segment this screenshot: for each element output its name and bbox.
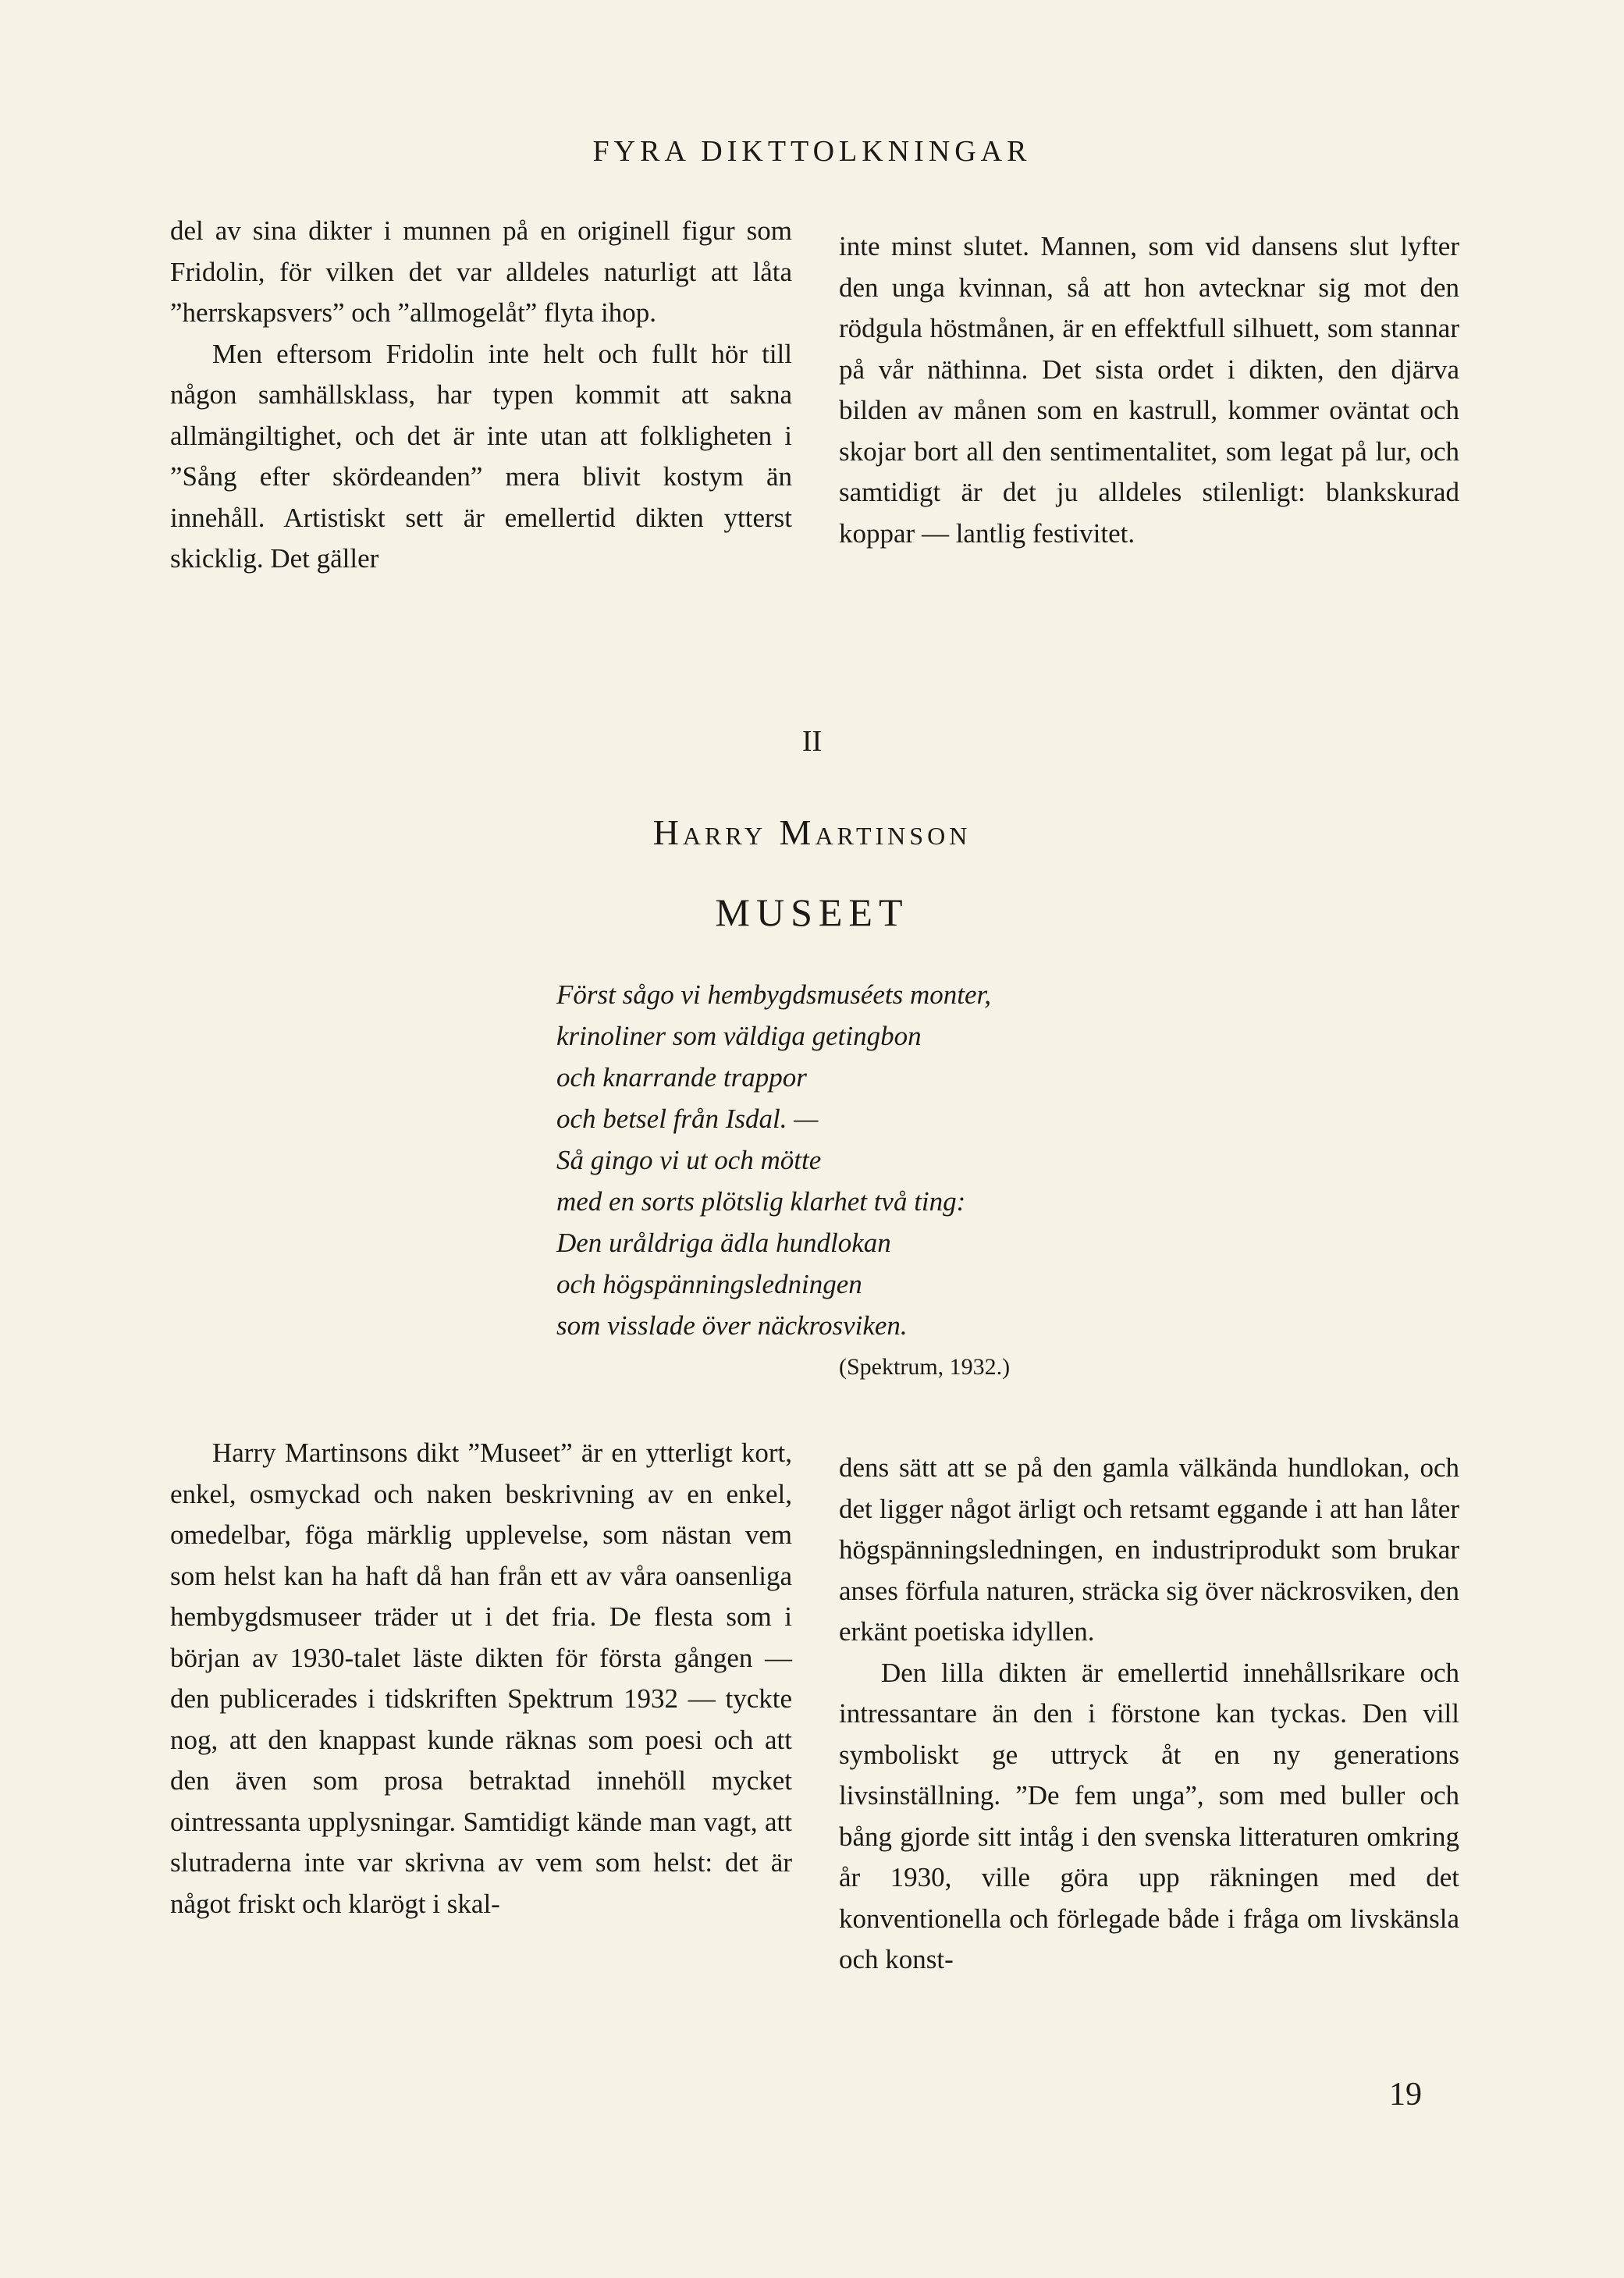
section-numeral: II [801, 725, 823, 758]
paragraph: inte minst slutet. Mannen, som vid dansens slut lyfter den unga kvinnan, så att hon avtecknar sig mot den rödgula höstmånen, är en effektfull silhuett, som stannar på vår näthinna. Det sista ordet i dikten, den djärva bilden av månen som en kastrull, kommer oväntat och skojar bort all den sentimentalitet, som legat på lur, och samtidigt är det ju alldeles stilenligt: blankskurad koppar — lantlig festivitet. [839, 231, 1459, 549]
poem-line: som visslade över näckrosviken. [556, 1310, 908, 1341]
bottom-right-column [839, 1448, 1459, 1981]
poem-author: Harry Martinson [652, 812, 972, 852]
page-number: 19 [1389, 2077, 1422, 2113]
poem-line: krinoliner som väldiga getingbon [556, 1021, 922, 1051]
paragraph: Harry Martinsons dikt ”Museet” är en ytterligt kort, enkel, osmyckad och naken beskrivning av en enkel, omedelbar, föga märklig upplevelse, som nästan vem som helst kan ha haft då han från ett av våra oansenliga hembygdsmuseer träder ut i det fria. De flesta som i början av 1930-talet läste dikten för första gången — den publicerades i tidskriften Spektrum 1932 — tyckte nog, att den knappast kunde räknas som poesi och att den även som prosa betraktad innehöll mycket ointressanta upplysningar. Samtidigt kände man vagt, att slutraderna inte var skrivna av vem som helst: det är något friskt och klarögt i skal- [170, 1438, 792, 1919]
paragraph: del av sina dikter i munnen på en originell figur som Fridolin, för vilken det var alldeles naturligt att låta ”herrskapsvers” och ”allmogelåt” flyta ihop. [170, 215, 792, 328]
poem-line: Först sågo vi hembygdsmuséets monter, [556, 979, 992, 1010]
poem-line: Den uråldriga ädla hundlokan [556, 1228, 891, 1258]
poem-line: Så gingo vi ut och mötte [556, 1145, 822, 1175]
paragraph: Den lilla dikten är emellertid innehållsrikare och intressantare än den i förstone kan tyckas. Den vill symboliskt ge uttryck åt en ny generations livsinställning. ”De fem unga”, som med buller och bång gjorde sitt intåg i den svenska litteraturen omkring år 1930, ville göra upp räkningen med det konventionella och förlegade både i fråga om livskänsla och konst- [839, 1657, 1459, 1974]
poem-source: (Spektrum, 1932.) [839, 1354, 1011, 1380]
paragraph: Men eftersom Fridolin inte helt och fullt hör till någon samhällsklass, har typen kommit att sakna allmängiltighet, och det är inte utan att folkligheten i ”Sång efter skördeanden” mera blivit kostym än innehåll. Artistiskt sett är emellertid dikten ytterst skicklig. Det gäller [170, 338, 792, 574]
poem-line: och betsel från Isdal. — [556, 1103, 819, 1134]
paragraph: dens sätt att se på den gamla välkända hundlokan, och det ligger något ärligt och retsamt eggande i att han låter högspänningsledningen, en industriprodukt som brukar anses förfula naturen, sträcka sig över näckrosviken, den erkänt poetiska idyllen. [839, 1452, 1459, 1647]
poem-line: med en sorts plötslig klarhet två ting: [556, 1186, 966, 1217]
top-left-column [170, 211, 792, 580]
poem-title: MUSEET [715, 890, 909, 934]
poem-text [556, 974, 1165, 1346]
running-title: FYRA DIKTTOLKNINGAR [592, 135, 1032, 168]
top-right-column [839, 226, 1459, 554]
poem-line: och högspänningsledningen [556, 1269, 862, 1299]
poem-line: och knarrande trappor [556, 1062, 807, 1093]
bottom-left-column [170, 1433, 792, 1924]
